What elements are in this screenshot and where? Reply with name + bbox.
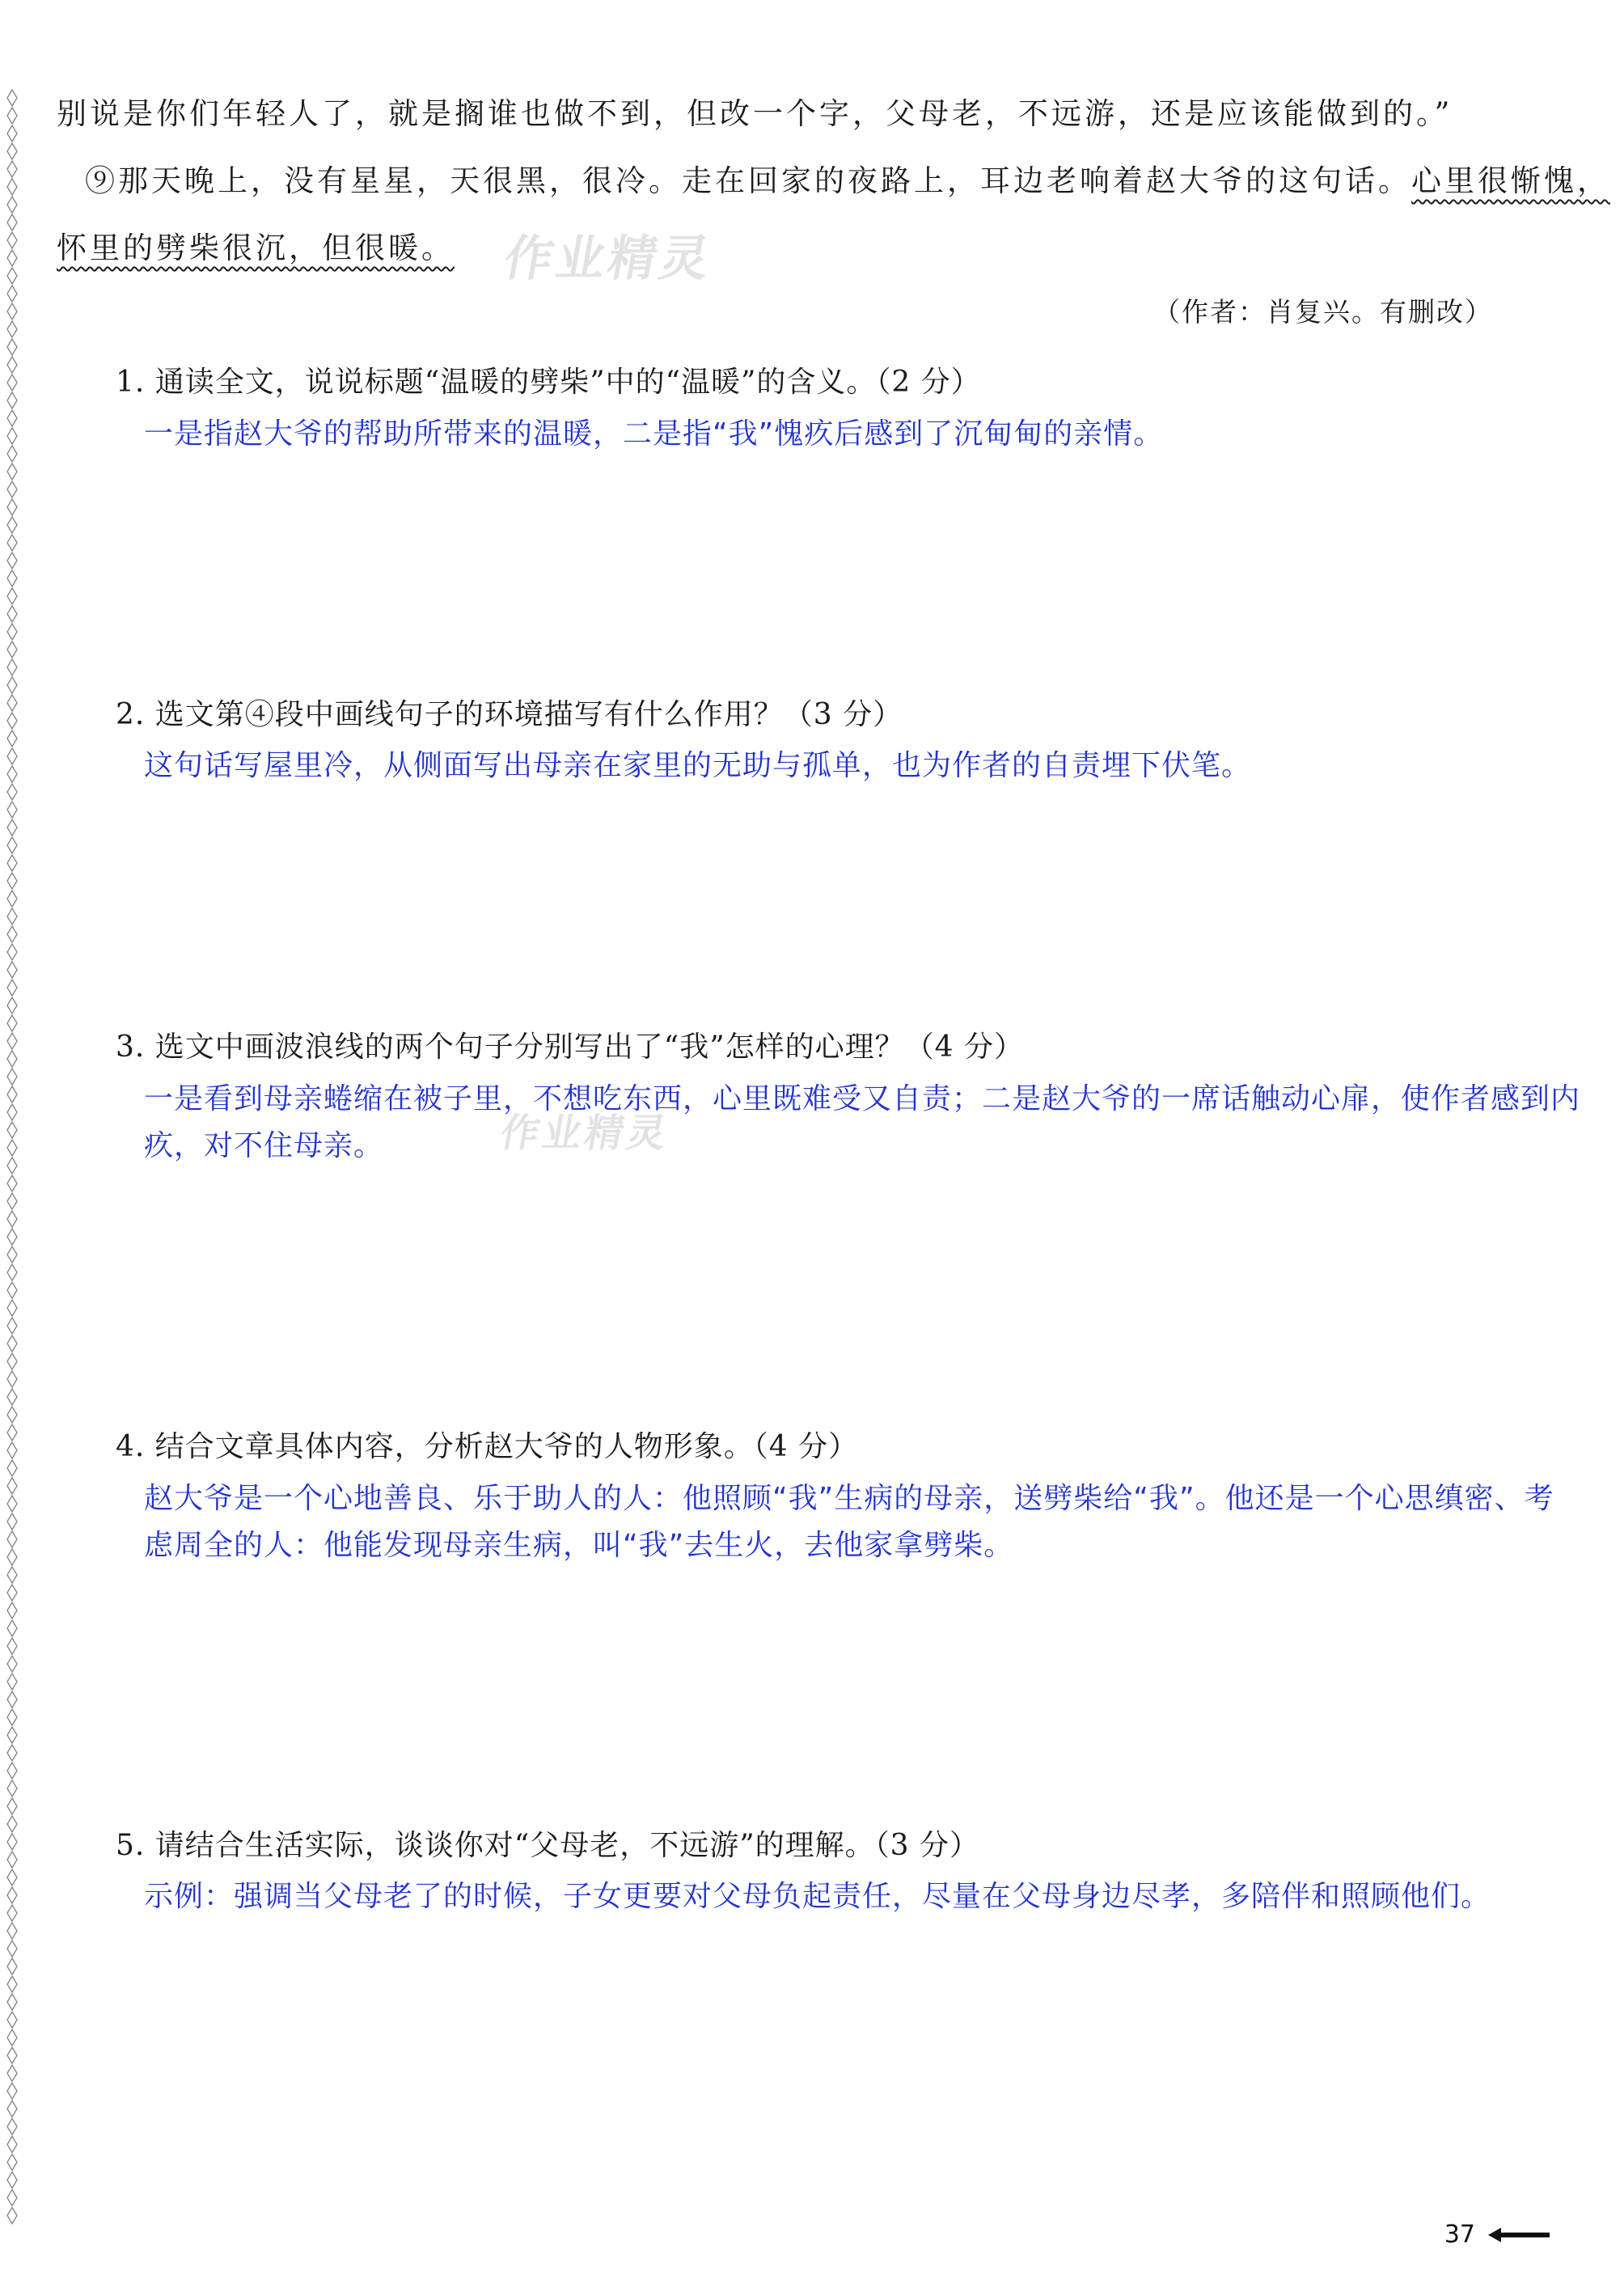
answer-4: 赵大爷是一个心地善良、乐于助人的人：他照顾“我”生病的母亲，送劈柴给“我”。他还是一个心思缜密、考虑周全的人：他能发现母亲生病，叫“我”去生火，去他家拿劈柴。 — [144, 1482, 1554, 1562]
binding-edge — [6, 89, 18, 2224]
page-number: 37 — [1444, 2220, 1475, 2249]
question-4: 4. 结合文章具体内容，分析赵大爷的人物形象。（4 分） — [116, 1430, 859, 1463]
passage-line-2 — [85, 158, 1610, 205]
page-footer — [1444, 2220, 1551, 2249]
arrow-left-icon — [1487, 2226, 1551, 2244]
author-credit: （作者：肖复兴。有删改） — [1153, 296, 1493, 328]
question-5: 5. 请结合生活实际，谈谈你对“父母老，不远游”的理解。（3 分） — [116, 1829, 979, 1862]
answer-3: 一是看到母亲蜷缩在被子里，不想吃东西，心里既难受又自责；二是赵大爷的一席话触动心扉，使作者感到内疚，对不住母亲。 — [144, 1082, 1581, 1162]
question-2: 2. 选文第④段中画线句子的环境描写有什么作用？（3 分） — [116, 698, 903, 731]
passage-line-3 — [57, 225, 1561, 272]
watermark: 作业精灵 — [499, 231, 717, 287]
wavy-sentence-2: 怀里的劈柴很沉，但很暖。 — [57, 231, 455, 265]
question-3: 3. 选文中画波浪线的两个句子分别写出了“我”怎样的心理？（4 分） — [116, 1031, 1024, 1064]
answer-2: 这句话写屋里冷，从侧面写出母亲在家里的无助与孤单，也为作者的自责埋下伏笔。 — [144, 749, 1252, 782]
passage-line-1 — [57, 91, 1561, 138]
watermark: 作业精灵 — [497, 1111, 674, 1156]
passage-line-2-text: ⑨那天晚上，没有星星，天很黑，很冷。走在回家的夜路上，耳边老响着赵大爷的这句话。 — [85, 163, 1411, 198]
wavy-sentence-1: 心里很惭愧， — [1411, 163, 1610, 198]
passage-line-1-text: 别说是你们年轻人了，就是搁谁也做不到，但改一个字，父母老，不远游，还是应该能做到的。” — [57, 96, 1453, 131]
answer-1: 一是指赵大爷的帮助所带来的温暖，二是指“我”愧疚后感到了沉甸甸的亲情。 — [144, 417, 1164, 451]
answer-5: 示例：强调当父母老了的时候，子女更要对父母负起责任，尽量在父母身边尽孝，多陪伴和照顾他们。 — [144, 1880, 1491, 1913]
question-1: 1. 通读全文，说说标题“温暖的劈柴”中的“温暖”的含义。（2 分） — [116, 366, 981, 399]
